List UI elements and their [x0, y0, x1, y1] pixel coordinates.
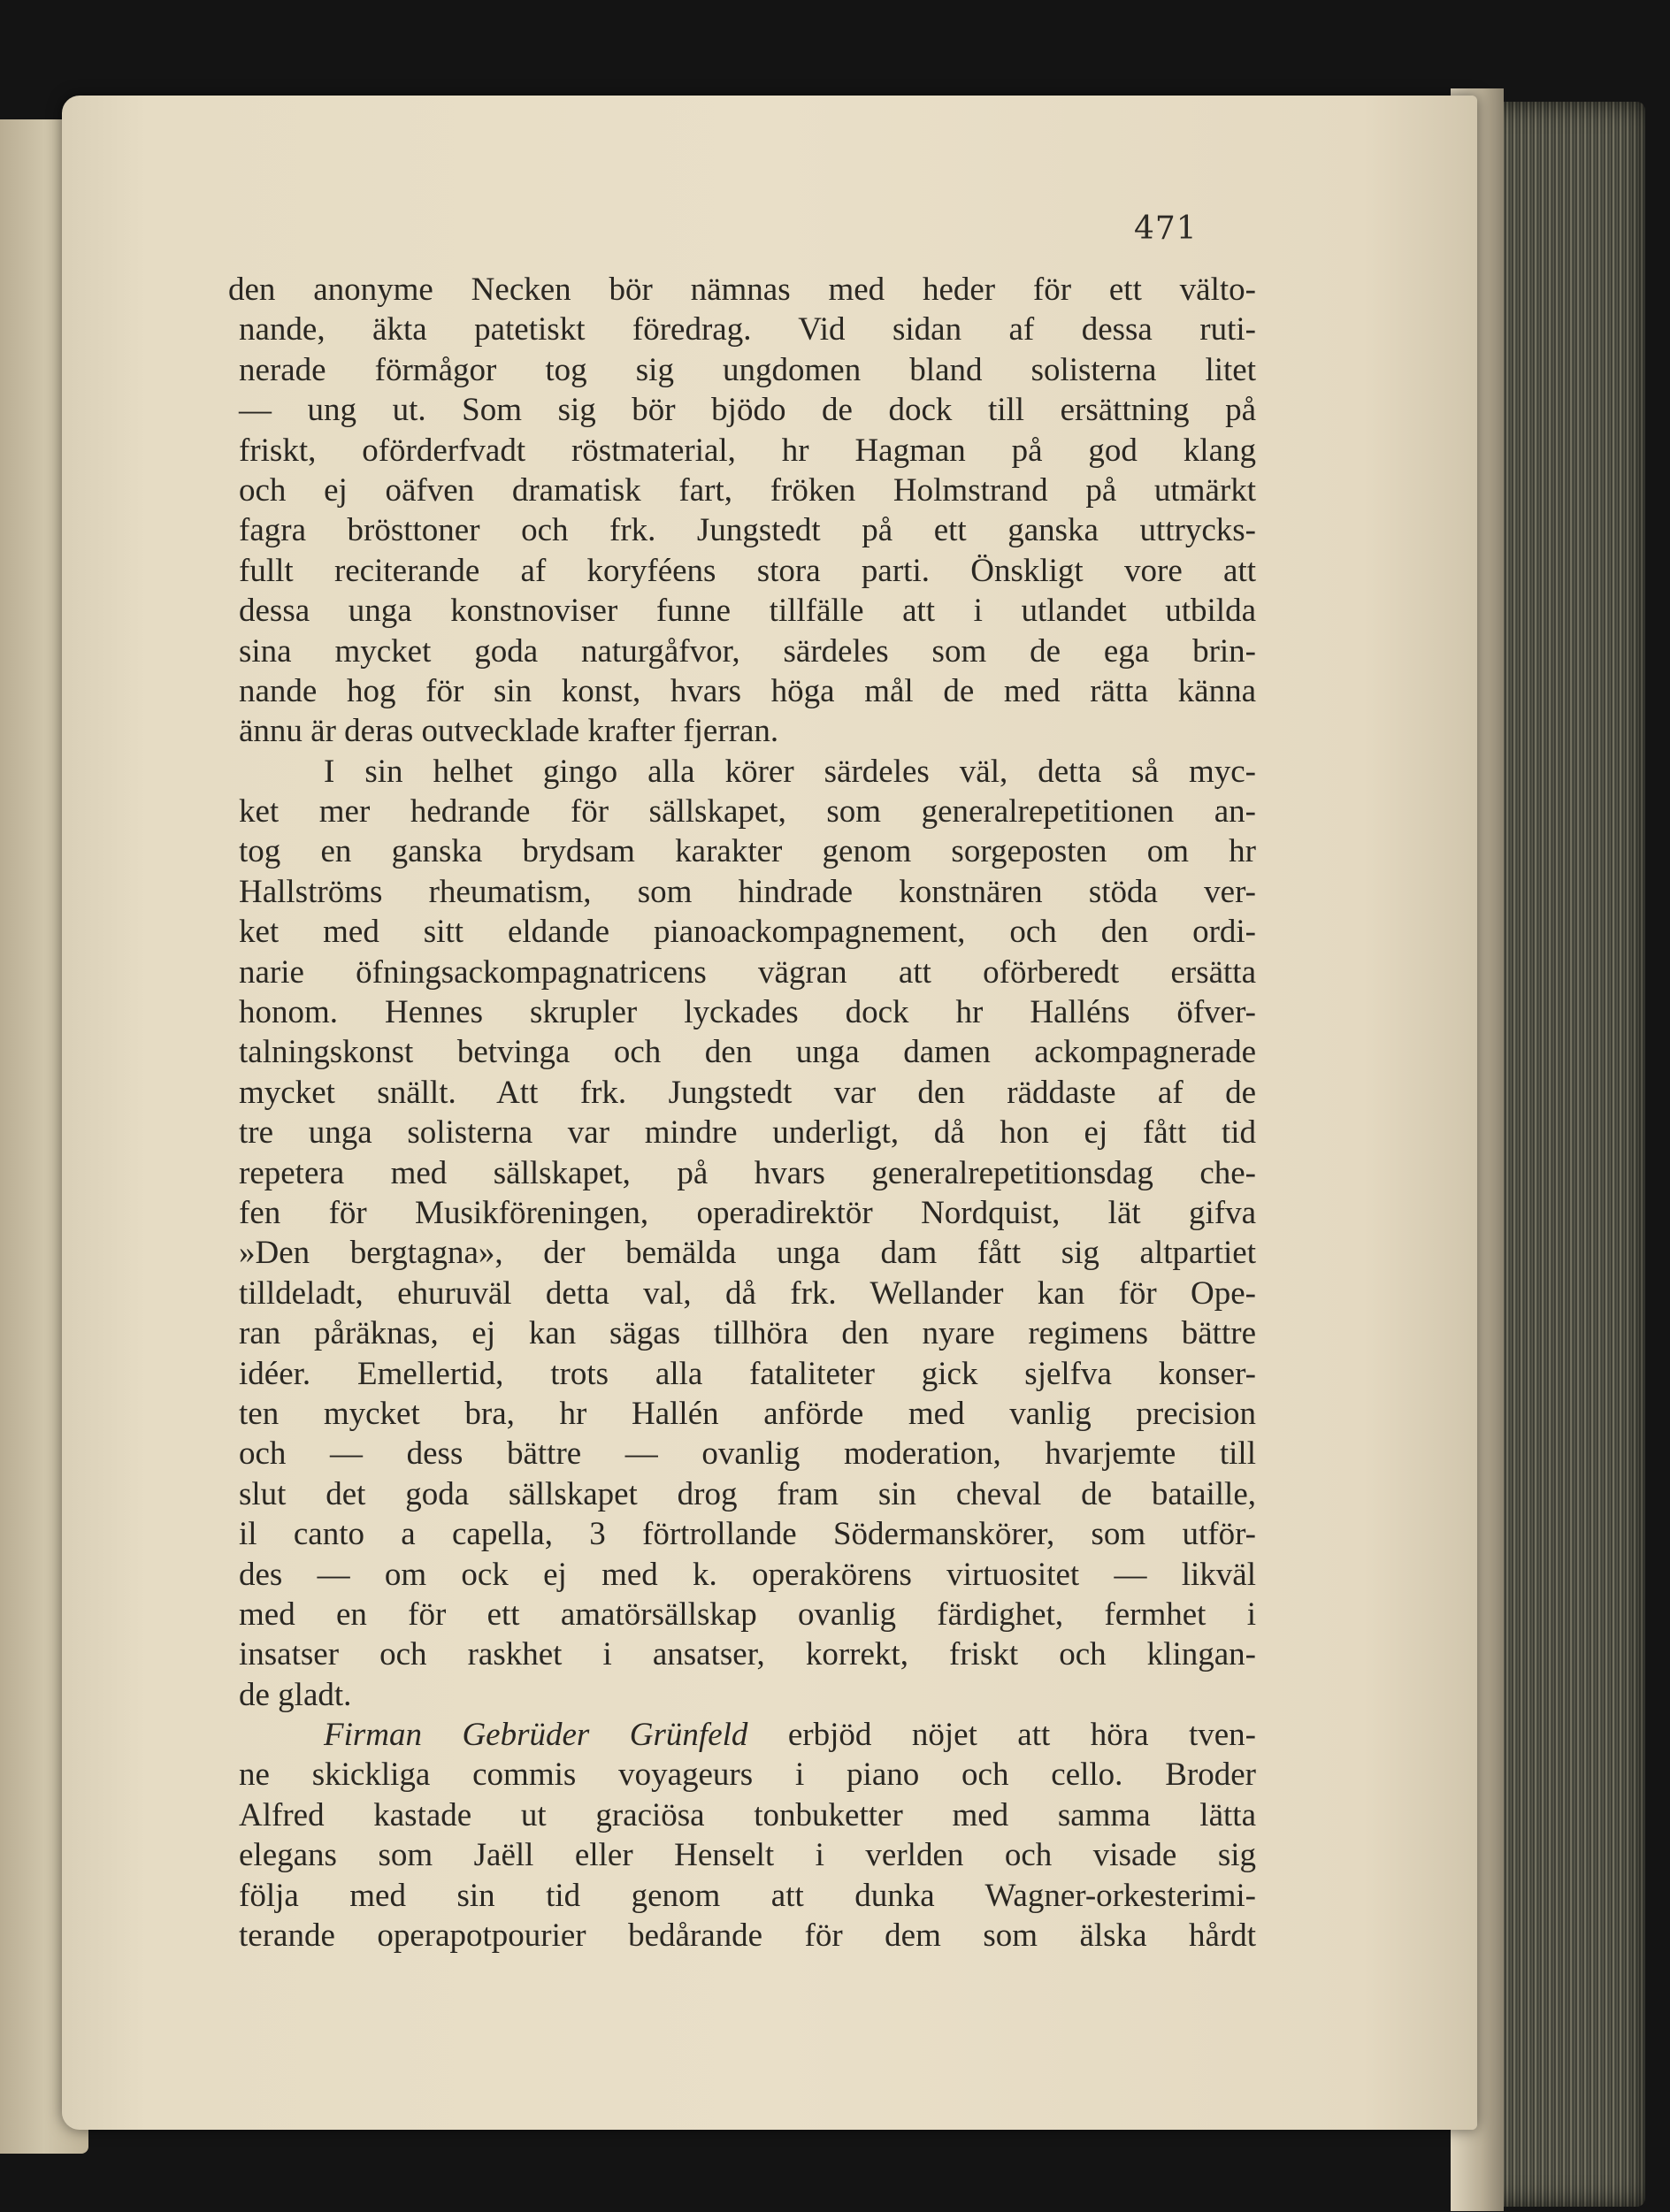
text-line: — ung ut. Som sig bör bjödo de dock till ersättning på: [239, 392, 1256, 429]
text-line: I sin helhet gingo alla körer särdeles väl, detta så myc-: [324, 753, 1256, 790]
text-line-rest: erbjöd nöjet att höra tven-: [747, 1717, 1256, 1754]
text-line: friskt, oförderfvadt röstmaterial, hr Hagman på god klang: [239, 432, 1256, 469]
page-number: 471: [1134, 210, 1198, 247]
text-line: de gladt.: [239, 1676, 352, 1713]
text-line: den anonyme Necken bör nämnas med heder för ett välto-: [228, 272, 1256, 308]
text-line: ket med sitt eldande pianoackompagnement, och den ordi-: [239, 914, 1256, 951]
text-line: insatser och raskhet i ansatser, korrekt, friskt och klingan-: [239, 1636, 1256, 1673]
text-line: »Den bergtagna», der bemälda unga dam fått sig altpartiet: [239, 1235, 1256, 1272]
text-line: följa med sin tid genom att dunka Wagner-orkesterimi-: [239, 1877, 1256, 1914]
text-line: fen för Musikföreningen, operadirektör Nordquist, lät gifva: [239, 1194, 1256, 1231]
text-line: med en för ett amatörsällskap ovanlig färdighet, fermhet i: [239, 1596, 1256, 1633]
text-line: nande hog för sin konst, hvars höga mål de med rätta känna: [239, 672, 1256, 709]
text-line: honom. Hennes skrupler lyckades dock hr Halléns öfver-: [239, 994, 1256, 1031]
text-line: tilldeladt, ehuruväl detta val, då frk. Wellander kan för Ope-: [239, 1274, 1256, 1312]
text-line: Hallströms rheumatism, som hindrade konstnären stöda ver-: [239, 873, 1256, 910]
text-line: ket mer hedrande för sällskapet, som generalrepetitionen an-: [239, 793, 1256, 830]
text-line: il canto a capella, 3 förtrollande Södermanskörer, som utför-: [239, 1516, 1256, 1553]
text-line: ran påräknas, ej kan sägas tillhöra den nyare regimens bättre: [239, 1315, 1256, 1352]
italic-firm-name: Firman Gebrüder Grünfeld: [324, 1717, 748, 1754]
text-line: idéer. Emellertid, trots alla fataliteter gick sjelfva konser-: [239, 1355, 1256, 1392]
text-line: ten mycket bra, hr Hallén anförde med vanlig precision: [239, 1395, 1256, 1432]
text-line: Alfred kastade ut graciösa tonbuketter med samma lätta: [239, 1796, 1256, 1833]
text-line: repetera med sällskapet, på hvars generalrepetitionsdag che-: [239, 1154, 1256, 1191]
text-line: talningskonst betvinga och den unga damen ackompagnerade: [239, 1034, 1256, 1071]
text-line: ännu är deras outvecklade krafter fjerran.: [239, 713, 779, 750]
body-text: [228, 270, 1256, 1956]
text-line: ne skickliga commis voyageurs i piano och cello. Broder: [239, 1757, 1256, 1794]
text-line: [239, 1715, 1256, 1755]
text-line: slut det goda sällskapet drog fram sin cheval de bataille,: [239, 1475, 1256, 1512]
text-line: dessa unga konstnoviser funne tillfälle att i utlandet utbilda: [239, 593, 1256, 630]
text-line: terande operapotpourier bedårande för dem som älska hårdt: [239, 1917, 1256, 1955]
text-line: narie öfningsackompagnatricens vägran att oförberedt ersätta: [239, 953, 1256, 991]
text-line: mycket snällt. Att frk. Jungstedt var den räddaste af de: [239, 1074, 1256, 1111]
text-line: fullt reciterande af koryféens stora parti. Önskligt vore att: [239, 552, 1256, 589]
text-line: tog en ganska brydsam karakter genom sorgeposten om hr: [239, 833, 1256, 870]
text-line: nerade förmågor tog sig ungdomen bland solisterna litet: [239, 351, 1256, 388]
text-line: elegans som Jaëll eller Henselt i verlden och visade sig: [239, 1837, 1256, 1874]
text-line: nande, äkta patetiskt föredrag. Vid sidan af dessa ruti-: [239, 311, 1256, 348]
text-line: sina mycket goda naturgåfvor, särdeles som de ega brin-: [239, 632, 1256, 670]
text-line: fagra brösttoner och frk. Jungstedt på ett ganska uttrycks-: [239, 512, 1256, 549]
text-line: och — dess bättre — ovanlig moderation, hvarjemte till: [239, 1435, 1256, 1473]
text-line: och ej oäfven dramatisk fart, fröken Holmstrand på utmärkt: [239, 471, 1256, 509]
text-line: des — om ock ej med k. operakörens virtuositet — likväl: [239, 1556, 1256, 1593]
text-line: tre unga solisterna var mindre underligt, då hon ej fått tid: [239, 1114, 1256, 1152]
